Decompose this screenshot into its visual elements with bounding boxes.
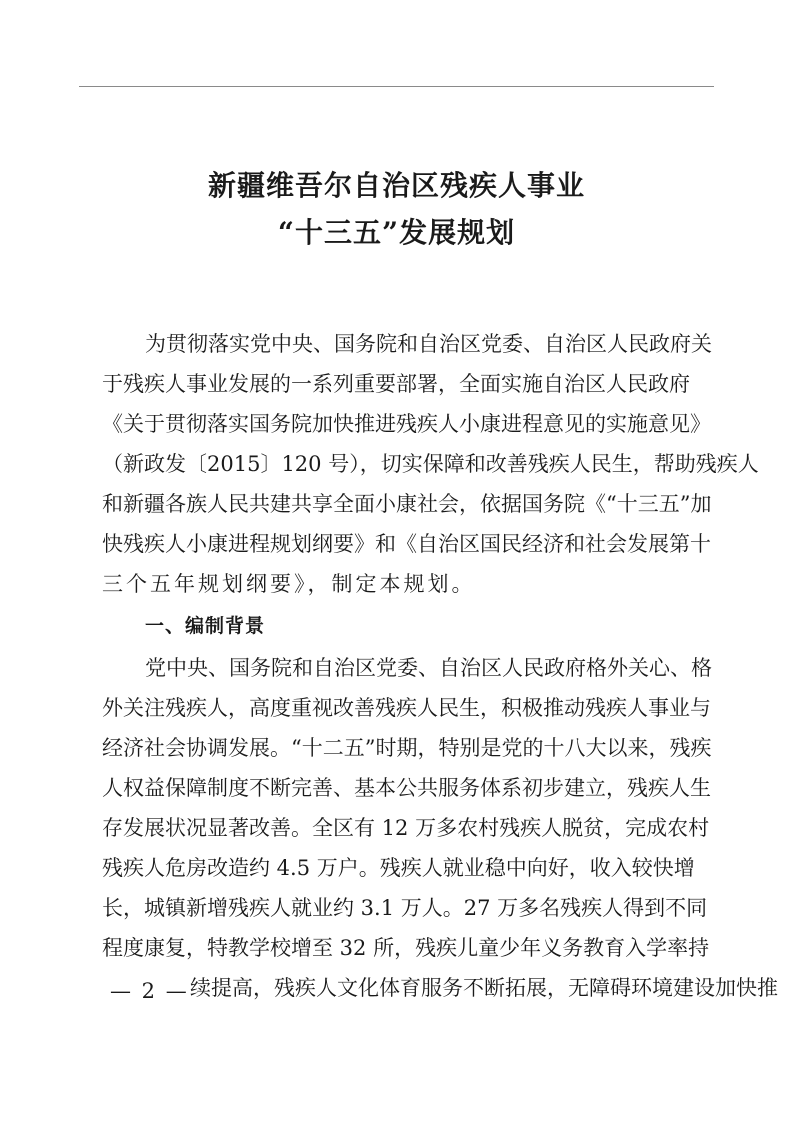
page-number: — 2 — (110, 979, 189, 1003)
document-title-line-2: “十三五”发展规划 (277, 216, 516, 249)
document-title-line-1: 新疆维吾尔自治区残疾人事业 (207, 169, 585, 202)
intro-line-1: 为贯彻落实党中央、国务院和自治区党委、自治区人民政府关 (145, 332, 712, 356)
background-line-4: 人权益保障制度不断完善、基本公共服务体系初步建立，残疾人生 (102, 776, 711, 800)
background-line-8: 程度康复，特教学校增至 32 所，残疾儿童少年义务教育入学率持 (102, 936, 710, 960)
intro-line-2: 于残疾人事业发展的一系列重要部署，全面实施自治区人民政府 (102, 372, 690, 396)
background-line-6: 残疾人危房改造约 4.5 万户。残疾人就业稳中向好，收入较快增 (102, 856, 695, 880)
background-line-2: 外关注残疾人，高度重视改善残疾人民生，积极推动残疾人事业与 (102, 696, 711, 720)
intro-line-6: 快残疾人小康进程规划纲要》和《自治区国民经济和社会发展第十 (102, 532, 711, 556)
intro-line-4: （新政发〔2015〕120 号），切实保障和改善残疾人民生，帮助残疾人 (102, 452, 759, 476)
intro-line-7: 三个五年规划纲要》，制定本规划。 (102, 572, 476, 596)
intro-line-5: 和新疆各族人民共建共享全面小康社会，依据国务院《“十三五”加 (102, 492, 712, 516)
section-heading-background: 一、编制背景 (145, 615, 266, 637)
background-line-1: 党中央、国务院和自治区党委、自治区人民政府格外关心、格 (145, 656, 712, 680)
background-line-3: 经济社会协调发展。“十二五”时期，特别是党的十八大以来，残疾 (102, 736, 712, 760)
background-line-7: 长，城镇新增残疾人就业约 3.1 万人。27 万多名残疾人得到不同 (102, 896, 708, 920)
header-rule (79, 86, 714, 87)
background-line-9: 续提高，残疾人文化体育服务不断拓展，无障碍环境建设加快推 (190, 976, 778, 1000)
background-line-5: 存发展状况显著改善。全区有 12 万多农村残疾人脱贫，完成农村 (102, 816, 710, 840)
intro-line-3: 《关于贯彻落实国务院加快推进残疾人小康进程意见的实施意见》 (102, 412, 711, 436)
